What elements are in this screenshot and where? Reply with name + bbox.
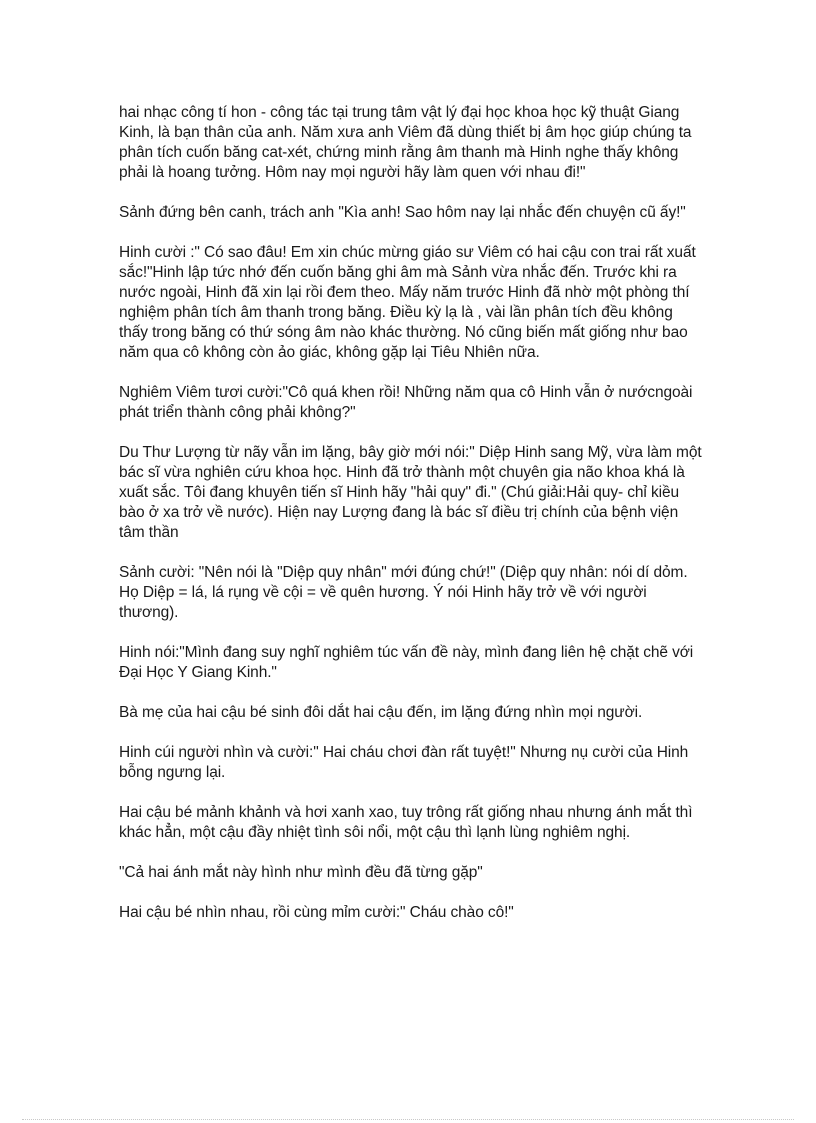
- paragraph: Bà mẹ của hai cậu bé sinh đôi dắt hai cậu đến, im lặng đứng nhìn mọi người.: [119, 704, 643, 721]
- paragraph: Du Thư Lượng từ nãy vẫn im lặng, bây giờ mới nói:" Diệp Hinh sang Mỹ, vừa làm một bác sĩ vừa nghiên cứu khoa học. Hinh đã trở thành một chuyên gia não khoa khá là xuất sắc. Tôi đang khuyên tiến sĩ Hinh hãy "hải quy" đi." (Chú giải:Hải quy- chỉ kiều bào ở xa trở về nước). Hiện nay Lượng đang là bác sĩ điều trị chính của bệnh viện tâm thần: [119, 444, 702, 541]
- paragraph: hai nhạc công tí hon - công tác tại trung tâm vật lý đại học khoa học kỹ thuật Giang Kinh, là bạn thân của anh. Năm xưa anh Viêm đã dùng thiết bị âm học giúp chúng ta phân tích cuốn băng cat-xét, chứng minh rằng âm thanh mà Hinh nghe thấy không phải là hoang tưởng. Hôm nay mọi người hãy làm quen với nhau đi!": [119, 104, 692, 181]
- document-body: [119, 103, 704, 943]
- paragraph: Hai cậu bé mảnh khảnh và hơi xanh xao, tuy trông rất giống nhau nhưng ánh mắt thì khác hẳn, một cậu đầy nhiệt tình sôi nổi, một cậu thì lạnh lùng nghiêm nghị.: [119, 804, 693, 841]
- paragraph: Hinh cúi người nhìn và cười:" Hai cháu chơi đàn rất tuyệt!" Nhưng nụ cười của Hinh bỗng ngưng lại.: [119, 744, 689, 781]
- paragraph: Sảnh đứng bên canh, trách anh "Kìa anh! Sao hôm nay lại nhắc đến chuyện cũ ấy!": [119, 204, 686, 221]
- paragraph: "Cả hai ánh mắt này hình như mình đều đã từng gặp": [119, 864, 483, 881]
- paragraph: Hinh cười :" Có sao đâu! Em xin chúc mừng giáo sư Viêm có hai cậu con trai rất xuất sắc!"Hinh lập tức nhớ đến cuốn băng ghi âm mà Sảnh vừa nhắc đến. Trước khi ra nước ngoài, Hinh đã xin lại rồi đem theo. Mấy năm trước Hinh đã nhờ một phòng thí nghiệm phân tích âm thanh trong băng. Điều kỳ lạ là , vài lần phân tích đều không thấy trong băng có thứ sóng âm nào khác thường. Nó cũng biến mất giống như bao năm qua cô không còn ảo giác, không gặp lại Tiêu Nhiên nữa.: [119, 244, 696, 361]
- paragraph: Nghiêm Viêm tươi cười:"Cô quá khen rồi! Những năm qua cô Hinh vẫn ở nướcngoài phát triển thành công phải không?": [119, 384, 693, 421]
- paragraph: Hai cậu bé nhìn nhau, rồi cùng mỉm cười:" Cháu chào cô!": [119, 904, 514, 921]
- paragraph: Hinh nói:"Mình đang suy nghĩ nghiêm túc vấn đề này, mình đang liên hệ chặt chẽ với Đại Học Y Giang Kinh.": [119, 644, 694, 681]
- page-bottom-divider: [22, 1119, 794, 1120]
- paragraph: Sảnh cười: "Nên nói là "Diệp quy nhân" mới đúng chứ!" (Diệp quy nhân: nói dí dỏm. Họ Diệp = lá, lá rụng về cội = về quên hương. Ý nói Hinh hãy trở về với người thương).: [119, 564, 688, 621]
